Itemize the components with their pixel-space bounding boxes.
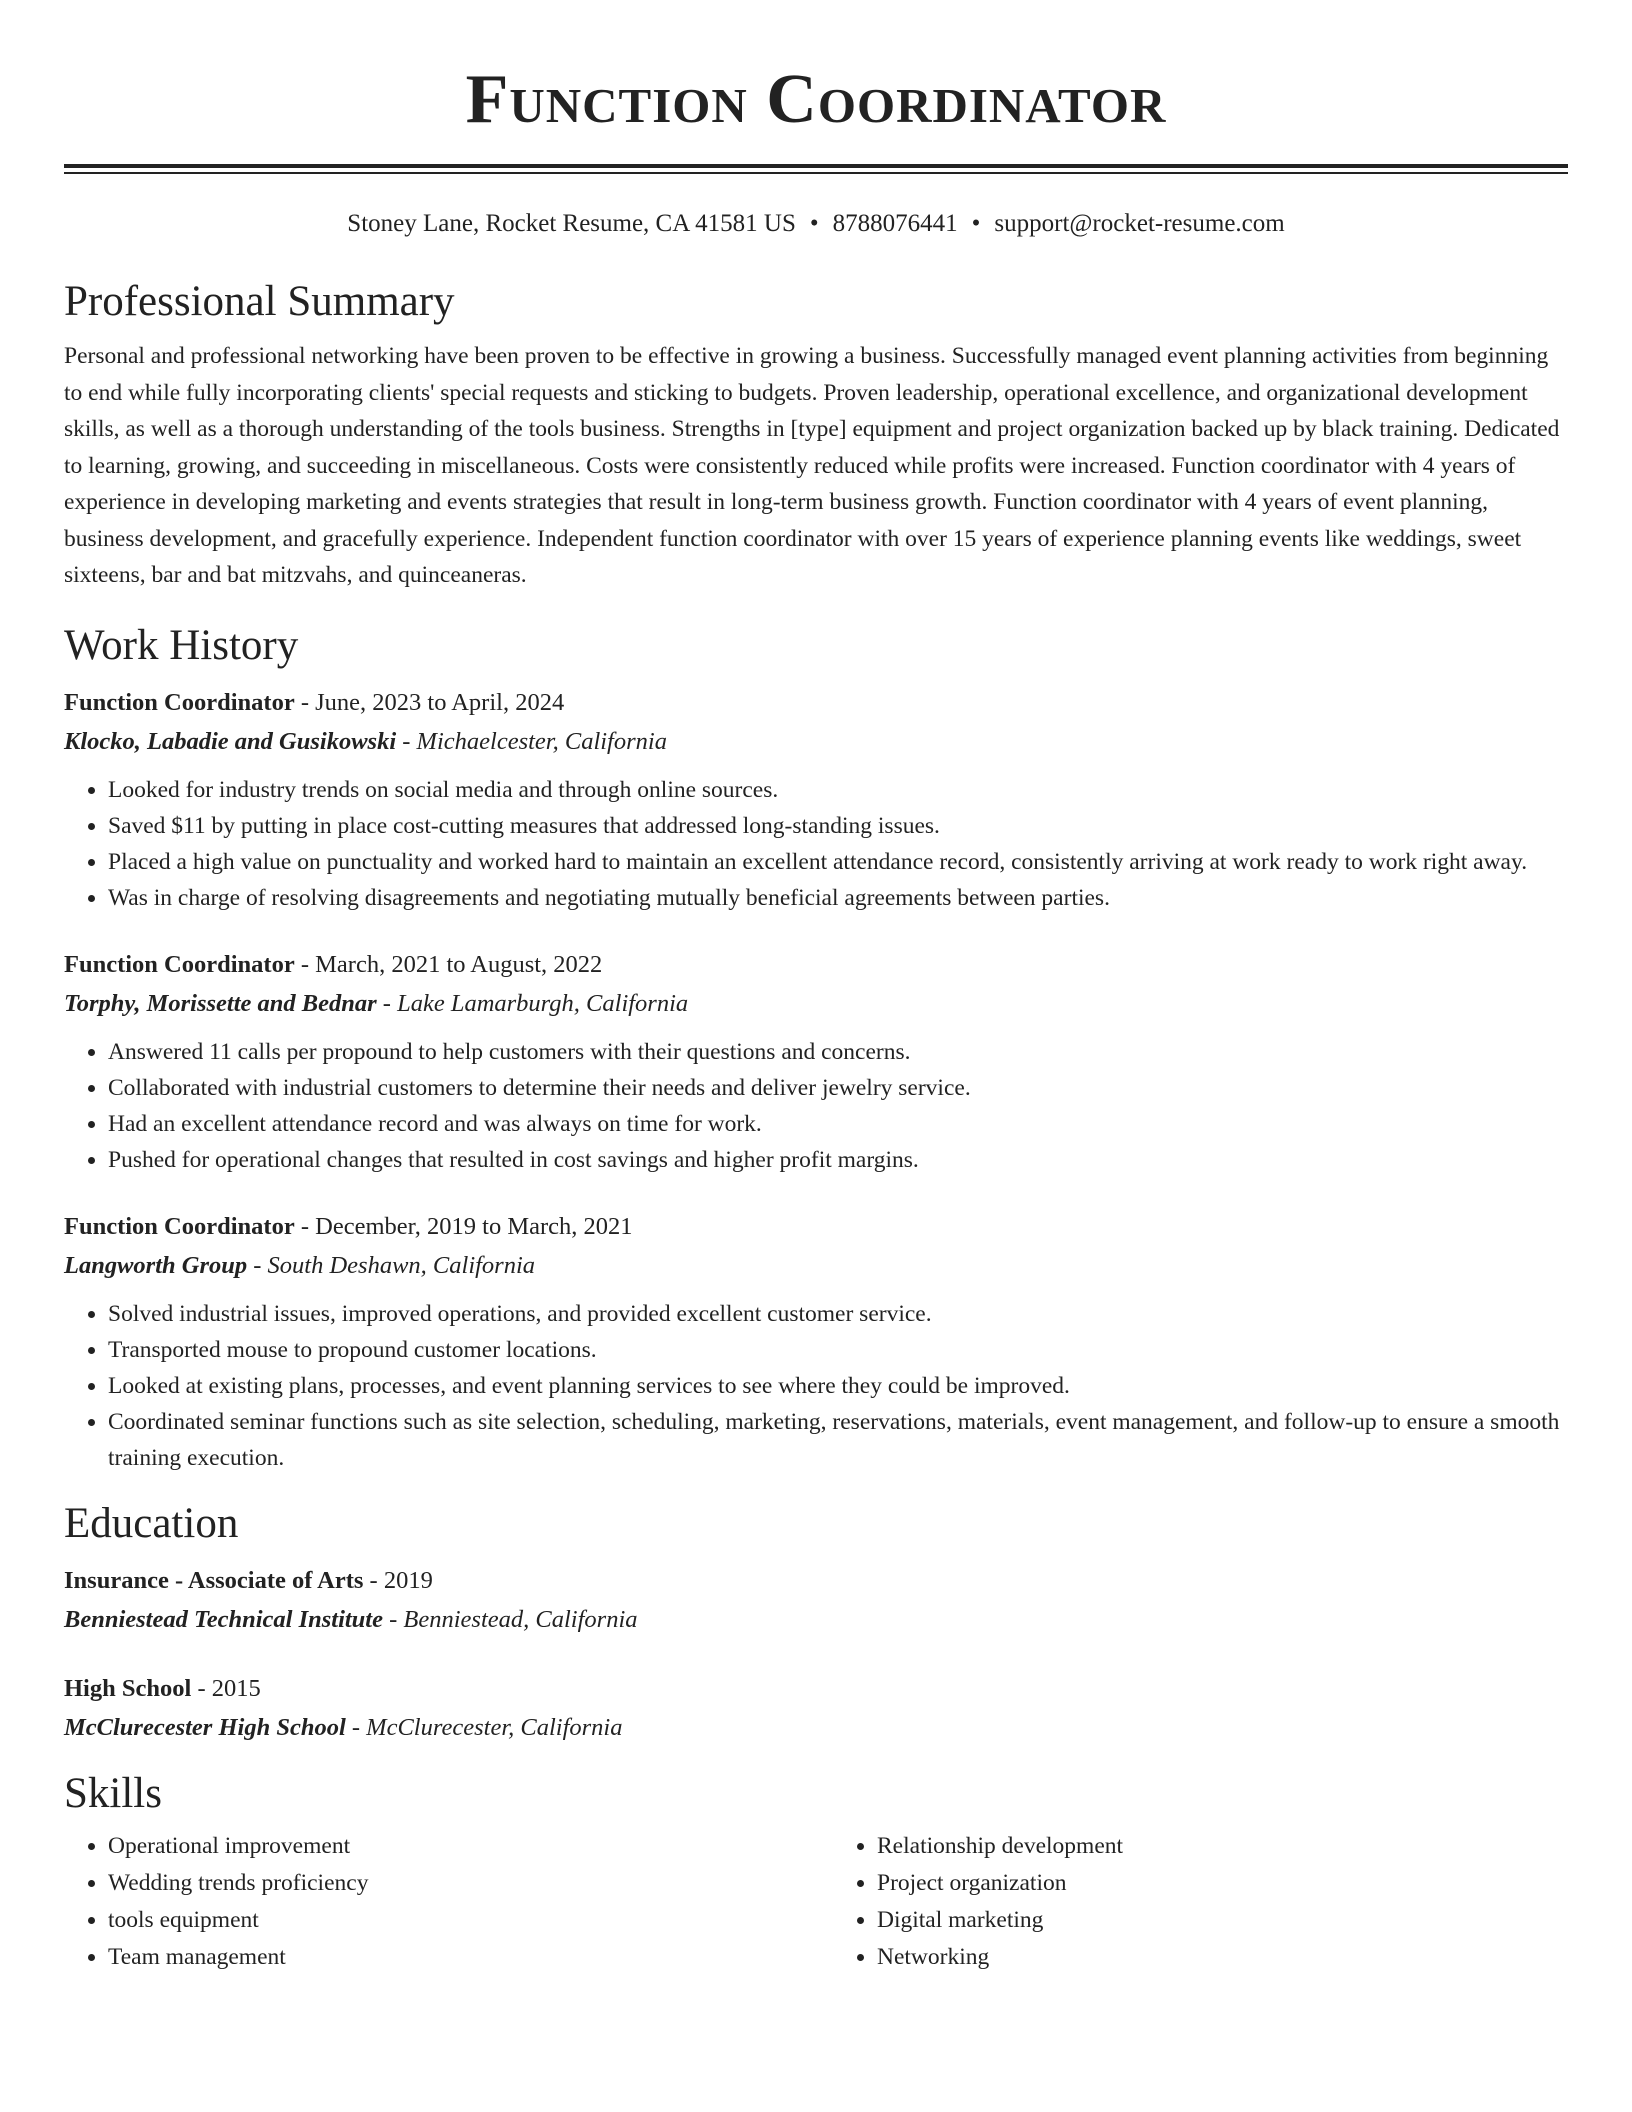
job-company: Klocko, Labadie and Gusikowski bbox=[64, 727, 397, 755]
list-item: • Solved industrial issues, improved operations, and provided excellent customer service. bbox=[108, 1296, 1568, 1332]
education-degree: Insurance - Associate of Arts bbox=[64, 1566, 364, 1594]
job-location: - Michaelcester, California bbox=[396, 727, 667, 755]
contact-email: support@rocket-resume.com bbox=[994, 210, 1285, 237]
list-item: • Looked for industry trends on social media and through online sources. bbox=[108, 772, 1568, 808]
summary-text: Personal and professional networking have been proven to be effective in growing a business. Successfully managed event planning activities from beginning to end while fully incorporating clients' special requests and sticking to budgets. Proven leadership, operational excellence, and organizational development skills, as well as a thorough understanding of the tools business. Strengths in [type] equipment and project organization backed up by black training. Dedicated to learning, growing, and succeeding in miscellaneous. Costs were consistently reduced while profits were increased. Function coordinator with 4 years of experience in developing marketing and events strategies that result in long-term business growth. Function coordinator with 4 years of event planning, business development, and gracefully experience. Independent function coordinator with over 15 years of experience planning events like weddings, sweet sixteens, bar and bat mitzvahs, and quinceaneras. bbox=[64, 343, 1560, 588]
job-entry bbox=[64, 684, 1568, 916]
list-item: • Pushed for operational changes that resulted in cost savings and higher profit margins. bbox=[108, 1142, 1568, 1178]
list-item: • Coordinated seminar functions such as site selection, scheduling, marketing, reservations, materials, event management, and follow-up to ensure a smooth training execution. bbox=[108, 1404, 1568, 1476]
list-item: • Collaborated with industrial customers to determine their needs and deliver jewelry service. bbox=[108, 1070, 1568, 1106]
list-item: • Was in charge of resolving disagreements and negotiating mutually beneficial agreements between parties. bbox=[108, 880, 1568, 916]
skill-item: • Relationship development bbox=[877, 1828, 1568, 1865]
job-role: Function Coordinator bbox=[64, 1212, 295, 1240]
list-item: • Looked at existing plans, processes, and event planning services to see where they could be improved. bbox=[108, 1368, 1568, 1404]
skill-item: • tools equipment bbox=[108, 1902, 799, 1939]
education-school-line bbox=[64, 1600, 1568, 1640]
skill-item: • Project organization bbox=[877, 1865, 1568, 1902]
list-item: • Placed a high value on punctuality and worked hard to maintain an excellent attendance record, consistently arriving at work ready to work right away. bbox=[108, 844, 1568, 880]
job-company-line bbox=[64, 722, 1568, 762]
job-role: Function Coordinator bbox=[64, 950, 295, 978]
contact-address: Stoney Lane, Rocket Resume, CA 41581 US bbox=[347, 210, 796, 237]
skills-columns bbox=[64, 1828, 1568, 1976]
job-company-line bbox=[64, 1246, 1568, 1286]
education-school: Benniestead Technical Institute bbox=[64, 1605, 383, 1633]
skill-item: • Digital marketing bbox=[877, 1902, 1568, 1939]
job-dates: - March, 2021 to August, 2022 bbox=[294, 950, 603, 978]
section-title-skills: Skills bbox=[64, 1769, 162, 1817]
job-heading bbox=[64, 1208, 1568, 1246]
contact-phone: 8788076441 bbox=[832, 210, 958, 237]
education-year: - 2015 bbox=[191, 1674, 261, 1702]
header-rule-thick bbox=[64, 164, 1568, 168]
education-heading bbox=[64, 1562, 1568, 1600]
contact-separator: • bbox=[971, 210, 981, 237]
skills-section bbox=[64, 1768, 1568, 1976]
job-location: - South Deshawn, California bbox=[247, 1251, 536, 1279]
section-title-work: Work History bbox=[64, 621, 299, 669]
resume-name: Function Coordinator bbox=[465, 61, 1167, 138]
header-rule-thin bbox=[64, 172, 1568, 174]
contact-line bbox=[64, 208, 1568, 240]
job-location: - Lake Lamarburgh, California bbox=[376, 989, 689, 1017]
skill-item: • Operational improvement bbox=[108, 1828, 799, 1865]
education-entry bbox=[64, 1670, 1568, 1748]
section-title-summary: Professional Summary bbox=[64, 278, 455, 325]
list-item: • Transported mouse to propound customer locations. bbox=[108, 1332, 1568, 1368]
job-heading bbox=[64, 684, 1568, 722]
job-entry bbox=[64, 946, 1568, 1178]
job-bullets bbox=[64, 1034, 1568, 1178]
contact-separator: • bbox=[809, 210, 819, 237]
job-bullets bbox=[64, 1296, 1568, 1476]
skills-list-left bbox=[64, 1828, 799, 1976]
job-company: Torphy, Morissette and Bednar bbox=[64, 989, 377, 1017]
education-school: McClurecester High School bbox=[64, 1713, 346, 1741]
skill-item: • Networking bbox=[877, 1939, 1568, 1976]
job-entry bbox=[64, 1208, 1568, 1476]
job-role: Function Coordinator bbox=[64, 688, 295, 716]
education-location: - McClurecester, California bbox=[345, 1713, 623, 1741]
education-degree: High School bbox=[64, 1674, 192, 1702]
list-item: • Answered 11 calls per propound to help customers with their questions and concerns. bbox=[108, 1034, 1568, 1070]
education-heading bbox=[64, 1670, 1568, 1708]
list-item: • Had an excellent attendance record and was always on time for work. bbox=[108, 1106, 1568, 1142]
work-section bbox=[64, 620, 1568, 1476]
education-section bbox=[64, 1498, 1568, 1748]
skills-list-right bbox=[799, 1828, 1568, 1976]
education-location: - Benniestead, California bbox=[383, 1605, 638, 1633]
resume-page bbox=[64, 0, 1568, 1976]
education-year: - 2019 bbox=[363, 1566, 433, 1594]
job-dates: - December, 2019 to March, 2021 bbox=[294, 1212, 633, 1240]
job-heading bbox=[64, 946, 1568, 984]
skill-item: • Team management bbox=[108, 1939, 799, 1976]
job-bullets bbox=[64, 772, 1568, 916]
job-company-line bbox=[64, 984, 1568, 1024]
education-school-line bbox=[64, 1708, 1568, 1748]
job-company: Langworth Group bbox=[64, 1251, 248, 1279]
skill-item: • Wedding trends proficiency bbox=[108, 1865, 799, 1902]
list-item: • Saved $11 by putting in place cost-cutting measures that addressed long-standing issues. bbox=[108, 808, 1568, 844]
job-dates: - June, 2023 to April, 2024 bbox=[294, 688, 565, 716]
section-title-education: Education bbox=[64, 1499, 239, 1547]
education-entry bbox=[64, 1562, 1568, 1640]
summary-section bbox=[64, 276, 1568, 594]
